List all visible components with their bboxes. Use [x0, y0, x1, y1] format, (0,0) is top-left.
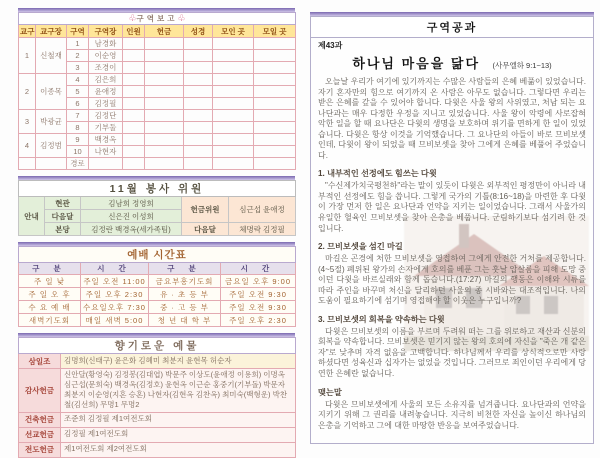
offering-names: 김명희(신태구) 윤은화 김혜미 최분지 윤현목 허순자: [61, 354, 296, 369]
empty-cell: [145, 134, 184, 146]
empty-cell: [184, 110, 213, 122]
district-leader: 김정단: [89, 110, 123, 122]
service-time: 주일 오전 9:30: [221, 288, 296, 301]
table-row: [19, 275, 296, 288]
service-name: 주 일 낮: [19, 275, 81, 288]
volunteers-title-row: [19, 181, 296, 197]
empty-cell: [254, 158, 296, 170]
empty-cell: [123, 158, 145, 170]
district-no: 2: [67, 50, 89, 62]
district-leader: 이순영: [89, 50, 123, 62]
closing-body: 다윗은 므비보셋에게 사울의 모든 소유지를 넘겨줍니다. 요나단과의 언약을 지키기 위해 그 권리를 내려놓습니다. 지극히 비천한 자신을 높이신 하나님의 은총을 기억하고 그에 대한 마땅한 반응을 보여주었습니다.: [318, 399, 586, 430]
district-leader: 백경옥: [89, 134, 123, 146]
empty-cell: [145, 146, 184, 158]
empty-cell: [123, 74, 145, 86]
col-header: 성경: [184, 25, 213, 38]
offering-names: 조준희 김정필 제1여전도회: [61, 412, 296, 427]
lesson-number: 제43과: [318, 41, 343, 50]
service-time: 주일 오전 9:30: [221, 301, 296, 314]
parish-leader: 박광균: [36, 110, 67, 134]
empty-cell: [123, 98, 145, 110]
service-name: 유 · 초 등 부: [149, 288, 221, 301]
service-time: 주일 오후 2:30: [81, 288, 149, 301]
empty-cell: [254, 110, 296, 122]
empty-cell: [254, 74, 296, 86]
table-row: [19, 110, 296, 122]
closing-heading: 맺는말: [318, 387, 342, 397]
service-name: 수 요 예 배: [19, 301, 81, 314]
empty-cell: [213, 110, 254, 122]
post-label: 다음달: [45, 210, 81, 223]
table-row: [19, 412, 296, 427]
empty-cell: [213, 158, 254, 170]
district-no: 10: [67, 146, 89, 158]
volunteer-names: 김정란 백경옥(세가족팀): [81, 223, 182, 236]
empty-cell: [145, 74, 184, 86]
empty-cell: [254, 146, 296, 158]
empty-cell: [123, 134, 145, 146]
district-leader: 윤애정: [89, 86, 123, 98]
empty-cell: [254, 38, 296, 50]
empty-cell: [184, 158, 213, 170]
guide-label: 안내: [19, 197, 45, 236]
parish-leader: 김정범: [36, 134, 67, 158]
empty-cell: [123, 110, 145, 122]
empty-cell: [213, 50, 254, 62]
bulletin-right-page: [300, 0, 600, 430]
district-no: 9: [67, 134, 89, 146]
volunteer-names: 신은진 이성희: [81, 210, 182, 223]
report-title-text: 구역보고: [136, 14, 178, 23]
section-heading-1: 1. 내부적인 선정에도 힘쓰는 다윗: [318, 169, 437, 179]
district-no: 5: [67, 86, 89, 98]
schedule-title-row: [19, 247, 296, 263]
empty-cell: [36, 158, 67, 170]
offerings-section: [18, 333, 295, 458]
parish-leader: 이종목: [36, 74, 67, 110]
section-heading-3: 3. 므비보셋의 회복을 약속하는 다윗: [318, 314, 445, 324]
empty-cell: [184, 62, 213, 74]
empty-cell: [123, 50, 145, 62]
volunteers-table: [18, 180, 296, 236]
empty-cell: [145, 50, 184, 62]
table-row: [19, 314, 296, 327]
post-label: 본당: [45, 223, 81, 236]
empty-cell: [123, 38, 145, 50]
col-header: 구역: [67, 25, 89, 38]
district-leader: 조경이: [89, 62, 123, 74]
empty-cell: [254, 50, 296, 62]
empty-cell: [184, 134, 213, 146]
empty-cell: [213, 86, 254, 98]
offering-type: 선교헌금: [19, 427, 61, 442]
empty-cell: [145, 62, 184, 74]
scripture-reference: (사무엘하 9:1~13): [492, 61, 552, 70]
lesson-header: 구역공과: [310, 16, 594, 38]
table-row: [19, 354, 296, 369]
service-name: 새벽기도회: [19, 314, 81, 327]
empty-cell: [123, 146, 145, 158]
lesson-intro: 오늘날 우리가 여기에 있기까지는 수많은 사람들의 은혜 베풂이 있었습니다. 자기 혼자만의 힘으로 여기까지 온 사람은 아무도 없습니다. 그렇다면 우리는 받은 은혜를 갚을 수 있어야 합니다. 다윗은 사울 왕의 사위였고, 처남 되는 요나단과는 매우 다정한 우정을 지니고 있었습니다. 사울 왕이 악령에 사로잡혀 악한 일을 할 때 요나단은 다윗의 생명을 보호하며 위기를 면하게 한 일이 있었습니다. 다윗은 항상 이것을 기억했습니다. 그 요나단의 아들이 바로 므비보셋인데, 다윗이 왕이 되었을 때 므비보셋을 찾아 그에게 은혜를 베풀어 주었습니다.: [318, 77, 586, 160]
empty-cell: [145, 98, 184, 110]
empty-cell: [19, 158, 36, 170]
empty-cell: [184, 146, 213, 158]
ornament-icon: ♧: [177, 13, 186, 23]
empty-cell: [213, 74, 254, 86]
empty-cell: [184, 50, 213, 62]
col-header: 구 분: [149, 263, 221, 275]
volunteers-title: 11월 봉사 위원: [19, 181, 296, 197]
offering-type: 건축헌금: [19, 412, 61, 427]
district-report-section: [18, 8, 295, 170]
empty-cell: [213, 122, 254, 134]
offering-type: 감사헌금: [19, 369, 61, 413]
table-row: [19, 427, 296, 442]
table-row: [19, 74, 296, 86]
report-title: [19, 13, 296, 25]
col-header: 구 분: [19, 263, 81, 275]
district-no: 4: [67, 74, 89, 86]
table-row: [19, 197, 296, 210]
district-leader: 기부둘: [89, 122, 123, 134]
offering-committee-label: 헌금위원: [182, 197, 229, 223]
table-row: [19, 38, 296, 50]
col-header: 교구: [20, 26, 35, 36]
empty-cell: [184, 122, 213, 134]
empty-cell: [184, 86, 213, 98]
empty-cell: [123, 122, 145, 134]
offering-type: 삼일조: [19, 354, 61, 369]
col-header: 시 간: [81, 263, 149, 275]
worship-schedule-section: [18, 242, 295, 327]
district-report-table: [18, 12, 296, 170]
offerings-title-row: [19, 338, 296, 354]
district-no: 3: [67, 62, 89, 74]
empty-cell: [89, 158, 123, 170]
district-leader: 김정필: [89, 98, 123, 110]
empty-cell: [254, 134, 296, 146]
bulletin-left-page: [0, 0, 300, 454]
schedule-title: 예배 시간표: [19, 247, 296, 263]
empty-cell: [145, 158, 184, 170]
lesson-title: 하나님 마음을 닮다: [352, 56, 481, 71]
parish-no: 2: [19, 74, 36, 110]
empty-cell: [213, 38, 254, 50]
section-body-2: 마길은 곤경에 처한 므비보셋을 영접하여 그에게 안전한 거처를 제공합니다.(4~5절) 폐위된 왕가의 손자에게 호의를 베푼 그는 훗날 압살롬을 피해 도망 중이던 다윗을 바르실래와 함께 돕습니다.(17:27) 마길의 행동은 이해와 시류를 따라 주인을 바꾸며 처신을 달리하던 사울의 종 시바와는 대조적입니다. 나의 도움이 필요하기에 섬기며 영접해야 할 이웃은 누구입니까?: [318, 254, 586, 306]
empty-cell: [254, 62, 296, 74]
volunteer-names: 김남희 정영희: [81, 197, 182, 210]
empty-cell: [254, 86, 296, 98]
col-header: 인원: [123, 25, 145, 38]
offering-committee-names: 심근섭 윤애정: [229, 197, 296, 223]
col-header: 구역장: [89, 25, 123, 38]
col-header: 헌금: [145, 25, 184, 38]
volunteers-section: [18, 176, 295, 236]
lesson-body: [310, 38, 594, 444]
next-month-names: 체명락 김정필: [229, 223, 296, 236]
offering-names: 제1여전도회 제2여전도회: [61, 442, 296, 457]
col-header: 모일 곳: [254, 25, 296, 38]
empty-cell: [213, 62, 254, 74]
empty-cell: [145, 86, 184, 98]
parish-leader: 신철재: [36, 38, 67, 74]
service-name: 중 · 고 등 부: [149, 301, 221, 314]
empty-cell: [145, 122, 184, 134]
district-no: 6: [67, 98, 89, 110]
service-name: 청 년 대 학 부: [149, 314, 221, 327]
col-header: 교구장: [36, 25, 67, 38]
district-no: 1: [67, 38, 89, 50]
section-heading-2: 2. 므비보셋을 섬긴 마길: [318, 242, 403, 252]
service-name: 주 일 오 후: [19, 288, 81, 301]
table-row: [19, 288, 296, 301]
empty-cell: [184, 98, 213, 110]
district-no: 7: [67, 110, 89, 122]
empty-cell: [145, 110, 184, 122]
empty-cell: [184, 74, 213, 86]
table-row: [19, 301, 296, 314]
empty-cell: [213, 98, 254, 110]
parish-no: 3: [19, 110, 36, 134]
parish-no: 4: [19, 134, 36, 158]
district-leader: 나현자: [89, 146, 123, 158]
worship-schedule-table: [18, 246, 296, 327]
next-month-label: 다음달: [182, 223, 229, 236]
col-header: 시 간: [221, 263, 296, 275]
empty-cell: [213, 134, 254, 146]
offerings-title: 향기로운 예물: [19, 338, 296, 354]
elderly-row-label: 경로: [67, 158, 89, 170]
empty-cell: [184, 38, 213, 50]
col-header: 모인 곳: [213, 25, 254, 38]
empty-cell: [213, 146, 254, 158]
report-title-row: [19, 13, 296, 25]
lesson-title-line: [318, 53, 586, 73]
service-time: 주일 오전 11:00: [81, 275, 149, 288]
parish-no: 1: [19, 38, 36, 74]
table-row: [19, 158, 296, 170]
service-time: 주일 오후 2:30: [221, 314, 296, 327]
district-no: 8: [67, 122, 89, 134]
empty-cell: [145, 38, 184, 50]
service-time: 수요일오후 7:30: [81, 301, 149, 314]
table-row: [19, 369, 296, 413]
offering-type: 전도헌금: [19, 442, 61, 457]
service-time: 매일 새벽 5:00: [81, 314, 149, 327]
offerings-table: [18, 337, 296, 458]
service-time: 금요일 오후 9:00: [221, 275, 296, 288]
table-row: [19, 442, 296, 457]
offering-names: 김정필 제1여전도회: [61, 427, 296, 442]
section-body-1: "수신제가치국평천하"라는 말이 있듯이 다윗은 외부적인 평정만이 아니라 내부적인 선정에도 힘을 씁니다. 그렇게 국가의 기틀(8:16~18)을 마련한 후 다윗이 가장 먼저 한 일은 요나단과 언약을 지키는 일이었습니다. 그래서 사울가의 유일한 혈육인 므비보셋을 찾아 은총을 베풉니다. 군림하기보다 섬기려 한 것입니다.: [318, 181, 586, 233]
empty-cell: [254, 98, 296, 110]
empty-cell: [123, 62, 145, 74]
service-name: 금요부흥기도회: [149, 275, 221, 288]
report-header-row: [19, 25, 296, 38]
offering-names: 신안달(황영숙) 김정봉(김대엽) 박문주 이상도(윤애정 이용희) 이명옥 심근섭(문희숙) 백경옥(김정호) 윤현옥 이근순 홍중기(기부돌) 박문자 최분지 이순영(지혼 승혼) 나현자(김현옥 김찬옥) 최미숙(백형운) 박찬철(김선희) 무명1 무명2: [61, 369, 296, 413]
ornament-icon: ♧: [128, 13, 137, 23]
district-leader: 김은희: [89, 74, 123, 86]
empty-cell: [254, 122, 296, 134]
empty-cell: [123, 86, 145, 98]
district-leader: 남경화: [89, 38, 123, 50]
schedule-header-row: [19, 263, 296, 275]
post-label: 현관: [45, 197, 81, 210]
section-body-3: 다윗은 므비보셋의 이름을 부르며 두려워 떠는 그를 위로하고 재산과 신분의 회복을 약속합니다. 므비보셋은 믿기지 않는 왕의 호의에 자신을 "죽은 개 같은 자"로 낮추며 자격 없음을 고백합니다. 하나님께서 우리를 상식적으로만 사랑하셨다면 성육신과 십자가는 없었을 것입니다. 그러므로 죄인이던 우리에게 당연한 은혜란 없습니다.: [318, 326, 586, 379]
table-row: [19, 134, 296, 146]
table-row: [19, 223, 296, 236]
